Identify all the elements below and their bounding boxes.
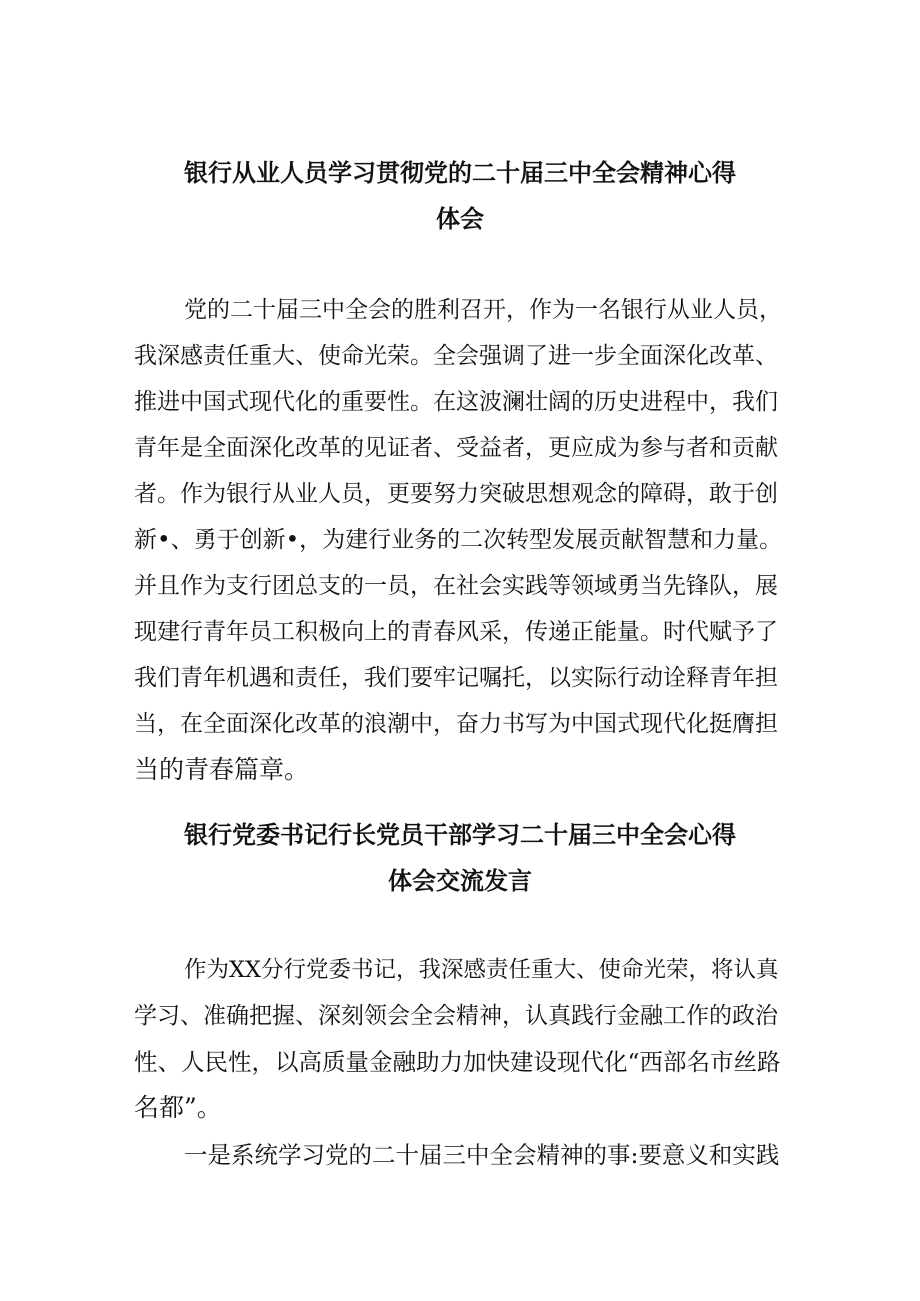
- paragraph-line: 作为XX分行党委书记，我深感责任重大、使命光荣，将认真: [184, 957, 779, 983]
- section2-paragraph1: [134, 947, 786, 1131]
- paragraph-line: 青年是全面深化改革的见证者、受益者，更应成为参与者和贡献: [134, 435, 778, 461]
- paragraph-line: 当，在全面深化改革的浪潮中，奋力书写为中国式现代化挺膺担: [134, 711, 778, 737]
- paragraph-line: 一是系统学习党的二十届三中全会精神的事:要意义和实践: [184, 1141, 780, 1169]
- section2-title-line2: 体会交流发言: [388, 867, 532, 895]
- section2-title-line1: 银行党委书记行长党员干部学习二十届三中全会心得: [184, 821, 736, 849]
- paragraph-line: 现建行青年员工积极向上的青春风采，传递正能量。时代赋予了: [134, 619, 778, 645]
- paragraph-line: 学习、准确把握、深刻领会全会精神，认真践行金融工作的政治: [134, 1003, 778, 1029]
- section1-title-line1: 银行从业人员学习贯彻党的二十届三中全会精神心得: [184, 159, 736, 187]
- section2-title: [120, 812, 800, 904]
- section1-title: [120, 150, 800, 242]
- paragraph-line: 名都”。: [134, 1093, 222, 1122]
- section1-title-line2: 体会: [436, 205, 484, 233]
- paragraph-line: 新•、勇于创新•，为建行业务的二次转型发展贡献智慧和力量。: [134, 527, 783, 553]
- paragraph-line: 性、人民性，以高质量金融助力加快建设现代化“西部名市丝路: [134, 1048, 781, 1076]
- paragraph-line: 我深感责任重大、使命光荣。全会强调了进一步全面深化改革、: [134, 343, 778, 369]
- section1-paragraph: [134, 287, 786, 793]
- paragraph-line: 党的二十届三中全会的胜利召开，作为一名银行从业人员，: [184, 297, 782, 323]
- paragraph-line: 者。作为银行从业人员，更要努力突破思想观念的障碍，敢于创: [134, 481, 778, 507]
- section2-paragraph2: [134, 1132, 786, 1178]
- paragraph-line: 推进中国式现代化的重要性。在这波澜壮阔的历史进程中，我们: [134, 389, 778, 415]
- paragraph-line: 我们青年机遇和责任，我们要牢记嘱托，以实际行动诠释青年担: [134, 665, 778, 691]
- paragraph-line: 并且作为支行团总支的一员，在社会实践等领域勇当先锋队，展: [134, 573, 778, 599]
- paragraph-line: 当的青春篇章。: [134, 755, 310, 784]
